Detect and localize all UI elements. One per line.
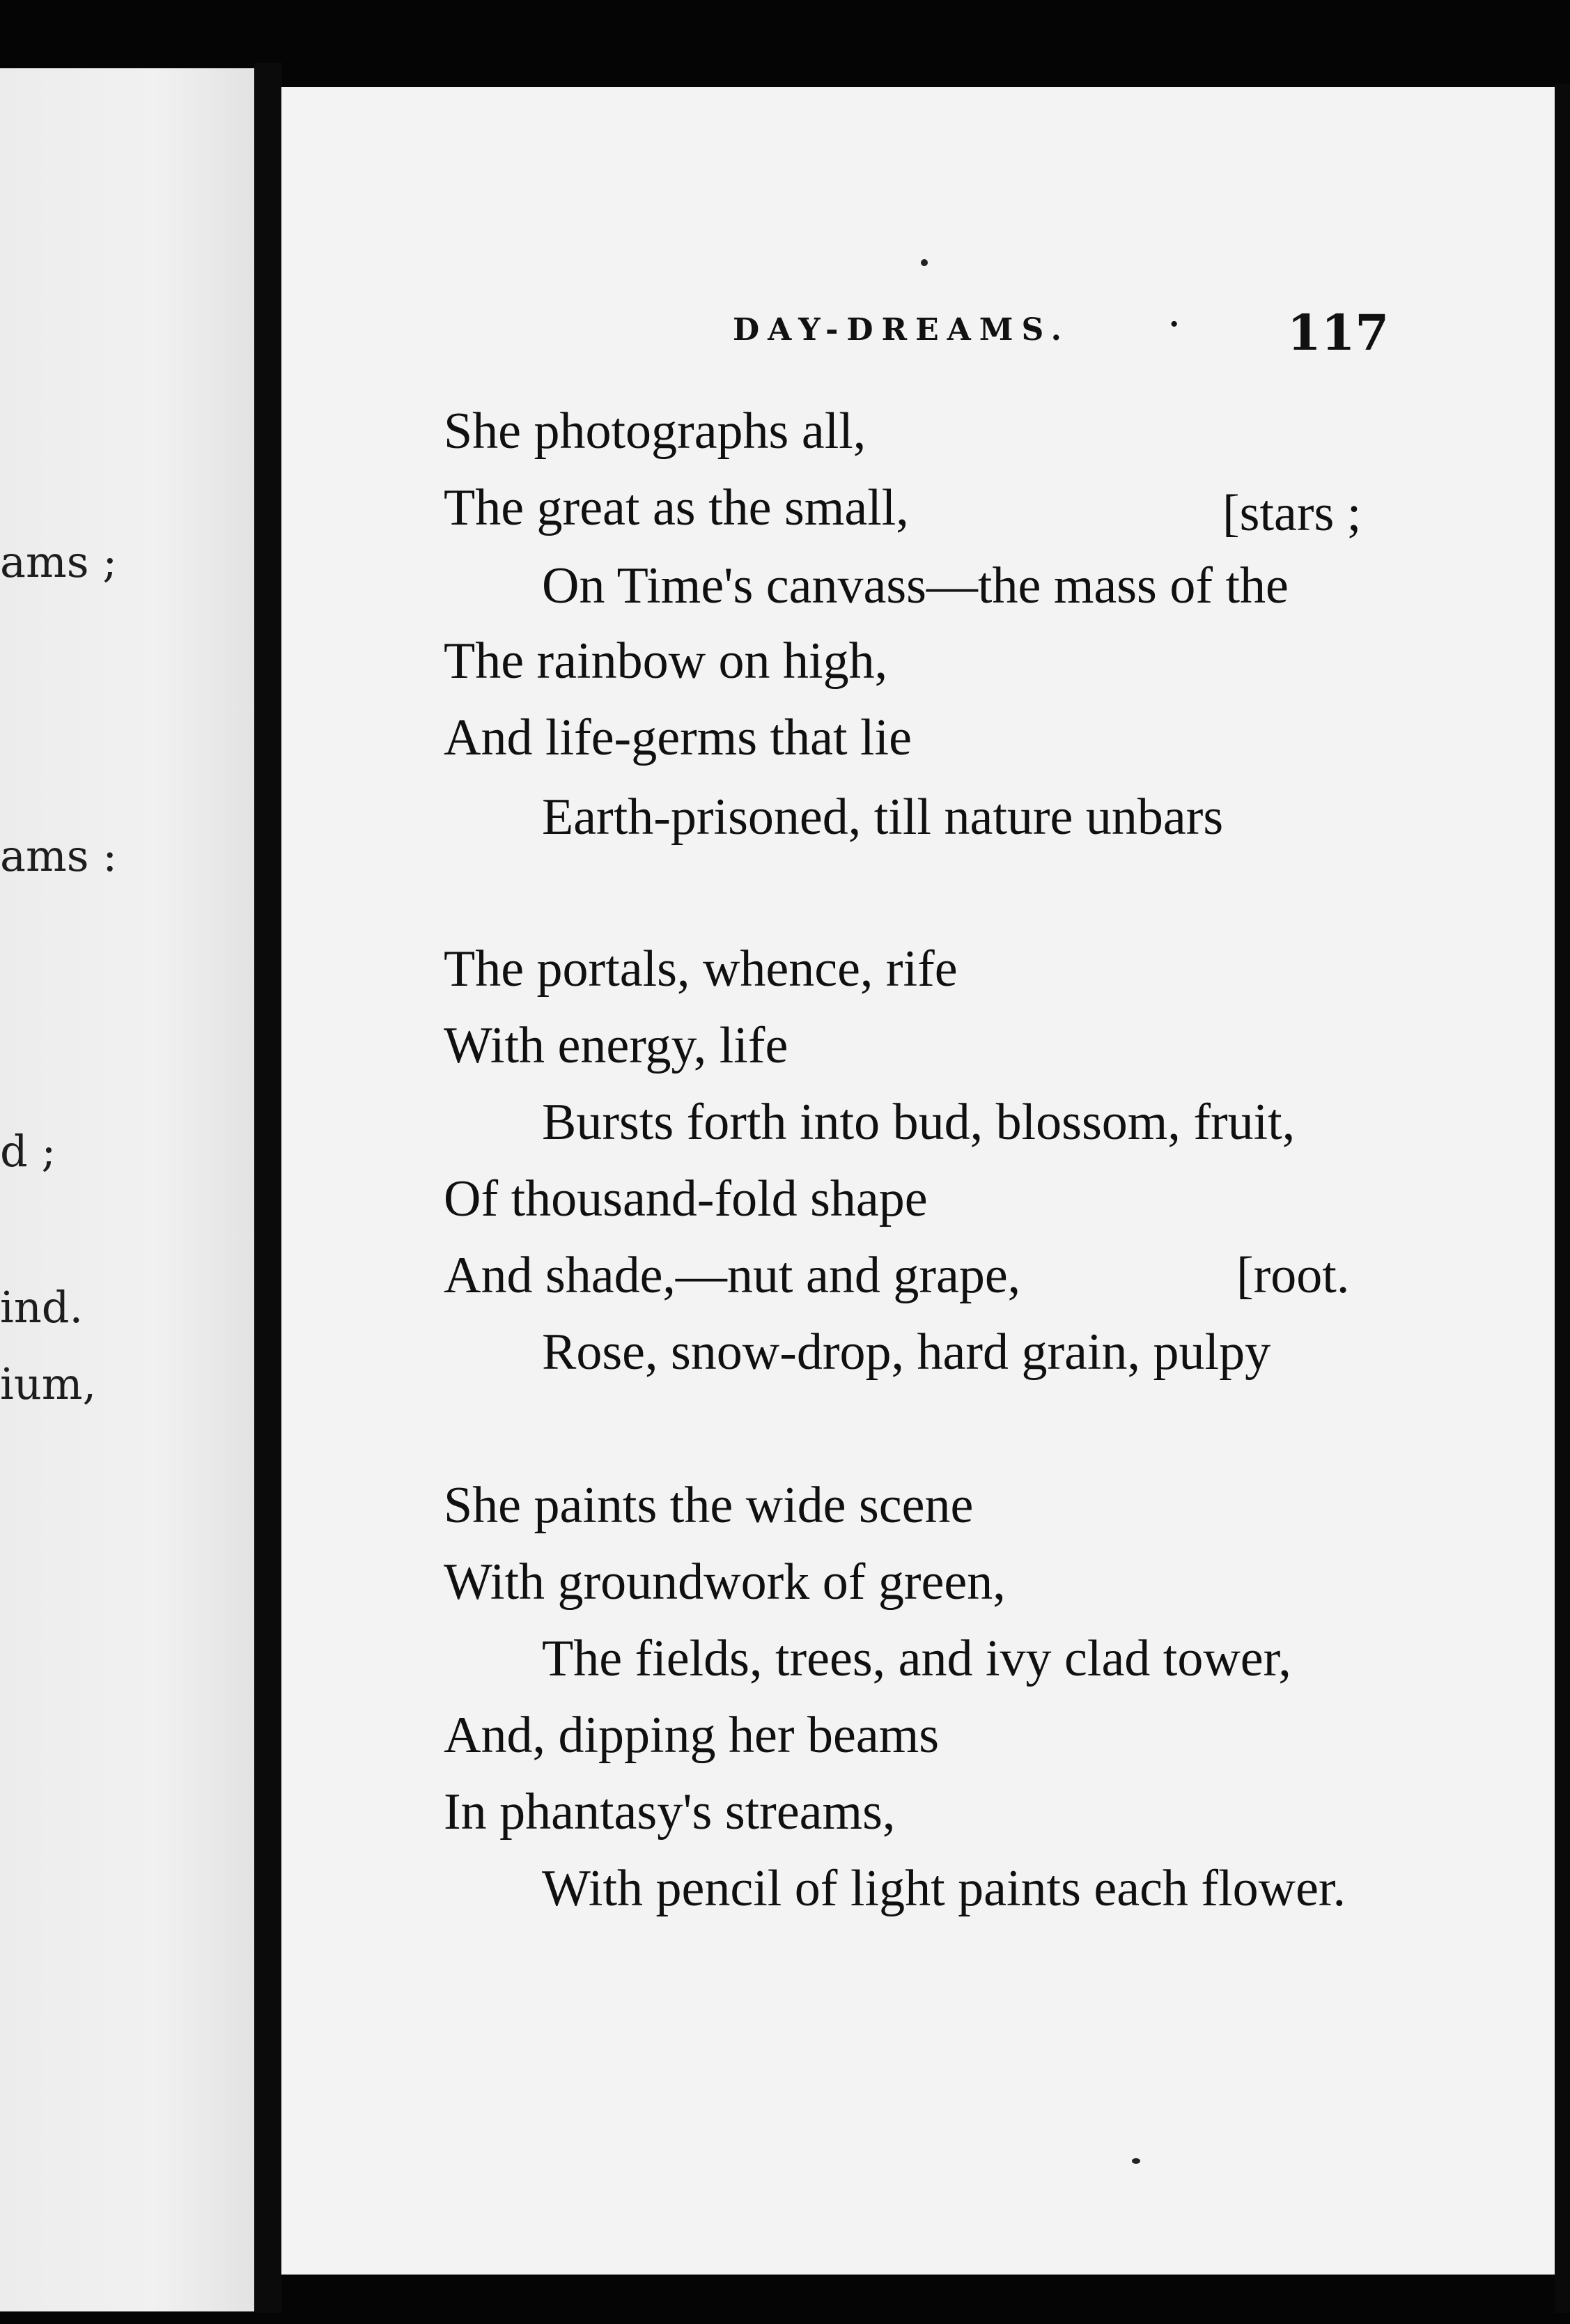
facing-page [0,68,259,2311]
running-header [0,304,1390,362]
page-edge [1555,84,1570,2313]
turnover-word: [root. [1236,1247,1350,1304]
facing-page-fragment: ams ; [0,536,118,587]
poem-line: The rainbow on high, [444,633,888,690]
poem-line: The great as the small, [444,479,909,536]
facing-page-fragment: ium, [0,1358,97,1409]
header-separator: · [1169,307,1180,342]
facing-page-fragment: d ; [0,1126,56,1177]
poem-line: Earth-prisoned, till nature unbars [542,789,1224,846]
turnover-word: [stars ; [1222,485,1362,542]
poem-line: The portals, whence, rife [444,940,958,998]
facing-page-fragment: ind. [0,1282,84,1333]
page-number: 117 [1287,304,1390,362]
poem-line: She photographs all, [444,403,866,460]
poem-line: The fields, trees, and ivy clad tower, [542,1630,1291,1687]
book-gutter [254,63,282,2313]
poem-line: And shade,—nut and grape, [444,1247,1021,1304]
facing-page-fragment: ams : [0,830,118,881]
poem-line: And, dipping her beams [444,1707,940,1764]
poem-line: With energy, life [444,1017,788,1074]
running-title: DAY-DREAMS. [733,312,1070,348]
poem-line: And life-germs that lie [444,709,912,766]
poem-line: Rose, snow-drop, hard grain, pulpy [542,1324,1271,1381]
ink-speck [921,259,928,266]
poem-line: Bursts forth into bud, blossom, fruit, [542,1094,1296,1151]
poem-line: Of thousand-fold shape [444,1170,928,1227]
ink-speck [1132,2158,1140,2164]
poem-line: On Time's canvass—the mass of the [542,557,1289,614]
poem-line: With pencil of light paints each flower. [542,1860,1346,1917]
poem-line: She paints the wide scene [444,1477,974,1534]
poem-line: With groundwork of green, [444,1554,1006,1611]
poem-line: In phantasy's streams, [444,1783,896,1841]
